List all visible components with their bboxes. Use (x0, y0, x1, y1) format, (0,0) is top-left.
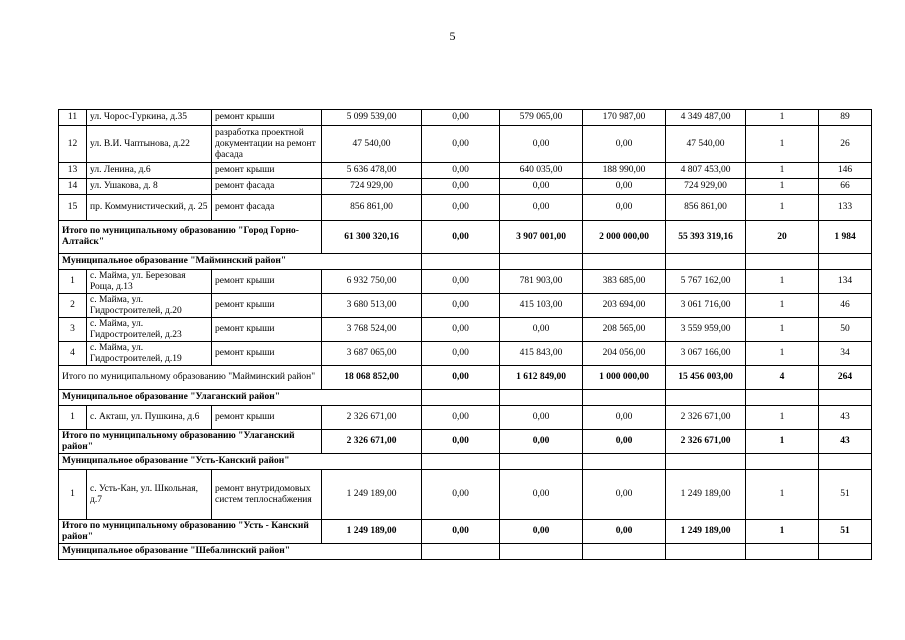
row-number: 2 (59, 294, 87, 318)
value-cell-total: 724 929,00 (322, 179, 422, 195)
value-cell-v1: 0,00 (422, 195, 500, 221)
value-cell-v2: 415 843,00 (500, 342, 583, 366)
table-row (59, 179, 872, 195)
value-cell-total: 47 540,00 (322, 126, 422, 163)
total-label: Итого по муниципальному образованию "Город Горно-Алтайск" (59, 221, 322, 254)
value-cell-v1: 0,00 (422, 110, 500, 126)
table-row (59, 126, 872, 163)
empty-cell (746, 544, 819, 560)
total-value-v1: 0,00 (422, 430, 500, 454)
value-cell-total: 5 099 539,00 (322, 110, 422, 126)
total-row (59, 520, 872, 544)
empty-cell (422, 544, 500, 560)
value-cell-area: 46 (819, 294, 872, 318)
row-number: 3 (59, 318, 87, 342)
table-row (59, 406, 872, 430)
empty-cell (500, 254, 583, 270)
total-value-v3: 2 000 000,00 (583, 221, 666, 254)
value-cell-v3: 170 987,00 (583, 110, 666, 126)
row-number: 1 (59, 470, 87, 520)
address-cell: с. Акташ, ул. Пушкина, д.6 (87, 406, 212, 430)
work-type-cell: ремонт фасада (212, 195, 322, 221)
value-cell-cnt: 1 (746, 318, 819, 342)
value-cell-total: 3 680 513,00 (322, 294, 422, 318)
total-value-v2: 3 907 001,00 (500, 221, 583, 254)
value-cell-v1: 0,00 (422, 270, 500, 294)
value-cell-area: 51 (819, 470, 872, 520)
empty-cell (583, 254, 666, 270)
value-cell-v2: 579 065,00 (500, 110, 583, 126)
total-label: Итого по муниципальному образованию "Улаганский район" (59, 430, 322, 454)
work-type-cell: ремонт крыши (212, 318, 322, 342)
total-row (59, 430, 872, 454)
empty-cell (422, 254, 500, 270)
total-value-area: 51 (819, 520, 872, 544)
value-cell-v3: 208 565,00 (583, 318, 666, 342)
table-row (59, 294, 872, 318)
total-label: Итого по муниципальному образованию "Майминский район" (59, 366, 322, 390)
value-cell-cnt: 1 (746, 179, 819, 195)
section-header-row (59, 254, 872, 270)
empty-cell (583, 390, 666, 406)
value-cell-total: 3 768 524,00 (322, 318, 422, 342)
total-value-v2: 1 612 849,00 (500, 366, 583, 390)
value-cell-v3: 0,00 (583, 470, 666, 520)
value-cell-v3: 0,00 (583, 179, 666, 195)
total-value-total: 1 249 189,00 (322, 520, 422, 544)
empty-cell (819, 544, 872, 560)
total-value-cnt: 1 (746, 520, 819, 544)
value-cell-v1: 0,00 (422, 342, 500, 366)
value-cell-v2: 640 035,00 (500, 163, 583, 179)
address-cell: ул. В.И. Чаптынова, д.22 (87, 126, 212, 163)
value-cell-v4: 1 249 189,00 (666, 470, 746, 520)
total-value-v1: 0,00 (422, 221, 500, 254)
value-cell-cnt: 1 (746, 126, 819, 163)
section-label: Муниципальное образование "Улаганский район" (59, 390, 422, 406)
value-cell-cnt: 1 (746, 270, 819, 294)
empty-cell (500, 390, 583, 406)
value-cell-v1: 0,00 (422, 179, 500, 195)
value-cell-total: 1 249 189,00 (322, 470, 422, 520)
row-number: 15 (59, 195, 87, 221)
value-cell-area: 34 (819, 342, 872, 366)
value-cell-v2: 0,00 (500, 195, 583, 221)
value-cell-v3: 0,00 (583, 126, 666, 163)
value-cell-cnt: 1 (746, 342, 819, 366)
value-cell-v4: 856 861,00 (666, 195, 746, 221)
row-number: 13 (59, 163, 87, 179)
work-type-cell: ремонт крыши (212, 270, 322, 294)
total-value-total: 61 300 320,16 (322, 221, 422, 254)
total-value-total: 18 068 852,00 (322, 366, 422, 390)
value-cell-v1: 0,00 (422, 318, 500, 342)
total-value-total: 2 326 671,00 (322, 430, 422, 454)
value-cell-v3: 383 685,00 (583, 270, 666, 294)
value-cell-v3: 203 694,00 (583, 294, 666, 318)
value-cell-cnt: 1 (746, 110, 819, 126)
value-cell-v4: 2 326 671,00 (666, 406, 746, 430)
row-number: 14 (59, 179, 87, 195)
work-type-cell: ремонт крыши (212, 294, 322, 318)
work-type-cell: разработка проектной документации на ремонт фасада (212, 126, 322, 163)
total-value-v2: 0,00 (500, 430, 583, 454)
value-cell-v2: 0,00 (500, 470, 583, 520)
total-value-area: 43 (819, 430, 872, 454)
value-cell-v4: 4 807 453,00 (666, 163, 746, 179)
value-cell-v1: 0,00 (422, 163, 500, 179)
value-cell-v4: 3 067 166,00 (666, 342, 746, 366)
value-cell-v3: 204 056,00 (583, 342, 666, 366)
value-cell-v4: 3 061 716,00 (666, 294, 746, 318)
section-label: Муниципальное образование "Усть-Канский район" (59, 454, 422, 470)
value-cell-cnt: 1 (746, 195, 819, 221)
work-type-cell: ремонт крыши (212, 342, 322, 366)
work-type-cell: ремонт фасада (212, 179, 322, 195)
value-cell-v4: 47 540,00 (666, 126, 746, 163)
empty-cell (666, 544, 746, 560)
total-value-cnt: 4 (746, 366, 819, 390)
total-value-cnt: 20 (746, 221, 819, 254)
section-header-row (59, 454, 872, 470)
table-row (59, 195, 872, 221)
value-cell-area: 43 (819, 406, 872, 430)
row-number: 1 (59, 270, 87, 294)
value-cell-v4: 724 929,00 (666, 179, 746, 195)
total-value-v1: 0,00 (422, 520, 500, 544)
address-cell: ул. Ушакова, д. 8 (87, 179, 212, 195)
value-cell-v2: 0,00 (500, 406, 583, 430)
value-cell-v3: 188 990,00 (583, 163, 666, 179)
work-type-cell: ремонт крыши (212, 110, 322, 126)
empty-cell (819, 254, 872, 270)
empty-cell (746, 254, 819, 270)
value-cell-v2: 781 903,00 (500, 270, 583, 294)
value-cell-total: 6 932 750,00 (322, 270, 422, 294)
value-cell-v4: 4 349 487,00 (666, 110, 746, 126)
table-row (59, 110, 872, 126)
value-cell-total: 3 687 065,00 (322, 342, 422, 366)
value-cell-area: 89 (819, 110, 872, 126)
section-label: Муниципальное образование "Майминский район" (59, 254, 422, 270)
value-cell-area: 66 (819, 179, 872, 195)
row-number: 4 (59, 342, 87, 366)
empty-cell (422, 390, 500, 406)
table-row (59, 342, 872, 366)
empty-cell (422, 454, 500, 470)
address-cell: с. Майма, ул. Гидростроителей, д.19 (87, 342, 212, 366)
total-value-v4: 15 456 003,00 (666, 366, 746, 390)
empty-cell (746, 390, 819, 406)
value-cell-v2: 0,00 (500, 318, 583, 342)
value-cell-total: 2 326 671,00 (322, 406, 422, 430)
empty-cell (583, 454, 666, 470)
work-type-cell: ремонт крыши (212, 163, 322, 179)
repair-program-table (58, 109, 872, 560)
total-value-v1: 0,00 (422, 366, 500, 390)
value-cell-v1: 0,00 (422, 406, 500, 430)
value-cell-v1: 0,00 (422, 470, 500, 520)
empty-cell (500, 544, 583, 560)
total-row (59, 221, 872, 254)
value-cell-area: 134 (819, 270, 872, 294)
table-row (59, 163, 872, 179)
value-cell-v3: 0,00 (583, 195, 666, 221)
table-row (59, 270, 872, 294)
empty-cell (666, 254, 746, 270)
value-cell-cnt: 1 (746, 294, 819, 318)
address-cell: ул. Чорос-Гуркина, д.35 (87, 110, 212, 126)
work-type-cell: ремонт крыши (212, 406, 322, 430)
value-cell-v4: 5 767 162,00 (666, 270, 746, 294)
table-row (59, 318, 872, 342)
value-cell-area: 146 (819, 163, 872, 179)
value-cell-v2: 0,00 (500, 126, 583, 163)
total-value-v3: 0,00 (583, 520, 666, 544)
total-value-v4: 1 249 189,00 (666, 520, 746, 544)
address-cell: ул. Ленина, д.6 (87, 163, 212, 179)
total-label: Итого по муниципальному образованию "Усть - Канский район" (59, 520, 322, 544)
value-cell-v2: 415 103,00 (500, 294, 583, 318)
section-header-row (59, 544, 872, 560)
address-cell: с. Усть-Кан, ул. Школьная, д.7 (87, 470, 212, 520)
value-cell-area: 133 (819, 195, 872, 221)
total-value-v2: 0,00 (500, 520, 583, 544)
empty-cell (746, 454, 819, 470)
address-cell: пр. Коммунистический, д. 25 (87, 195, 212, 221)
section-label: Муниципальное образование "Шебалинский район" (59, 544, 422, 560)
row-number: 12 (59, 126, 87, 163)
value-cell-v3: 0,00 (583, 406, 666, 430)
address-cell: с. Майма, ул. Березовая Роща, д.13 (87, 270, 212, 294)
value-cell-area: 26 (819, 126, 872, 163)
value-cell-total: 856 861,00 (322, 195, 422, 221)
empty-cell (583, 544, 666, 560)
row-number: 1 (59, 406, 87, 430)
value-cell-v2: 0,00 (500, 179, 583, 195)
total-value-v4: 2 326 671,00 (666, 430, 746, 454)
address-cell: с. Майма, ул. Гидростроителей, д.20 (87, 294, 212, 318)
total-value-v3: 1 000 000,00 (583, 366, 666, 390)
table-row (59, 470, 872, 520)
value-cell-cnt: 1 (746, 470, 819, 520)
total-value-area: 1 984 (819, 221, 872, 254)
total-row (59, 366, 872, 390)
total-value-v3: 0,00 (583, 430, 666, 454)
total-value-v4: 55 393 319,16 (666, 221, 746, 254)
value-cell-area: 50 (819, 318, 872, 342)
empty-cell (666, 454, 746, 470)
value-cell-v1: 0,00 (422, 126, 500, 163)
value-cell-total: 5 636 478,00 (322, 163, 422, 179)
empty-cell (500, 454, 583, 470)
empty-cell (819, 390, 872, 406)
section-header-row (59, 390, 872, 406)
value-cell-cnt: 1 (746, 406, 819, 430)
empty-cell (666, 390, 746, 406)
total-value-cnt: 1 (746, 430, 819, 454)
address-cell: с. Майма, ул. Гидростроителей, д.23 (87, 318, 212, 342)
value-cell-v1: 0,00 (422, 294, 500, 318)
row-number: 11 (59, 110, 87, 126)
value-cell-cnt: 1 (746, 163, 819, 179)
page-number: 5 (449, 29, 456, 43)
empty-cell (819, 454, 872, 470)
total-value-area: 264 (819, 366, 872, 390)
work-type-cell: ремонт внутридомовых систем теплоснабжения (212, 470, 322, 520)
value-cell-v4: 3 559 959,00 (666, 318, 746, 342)
